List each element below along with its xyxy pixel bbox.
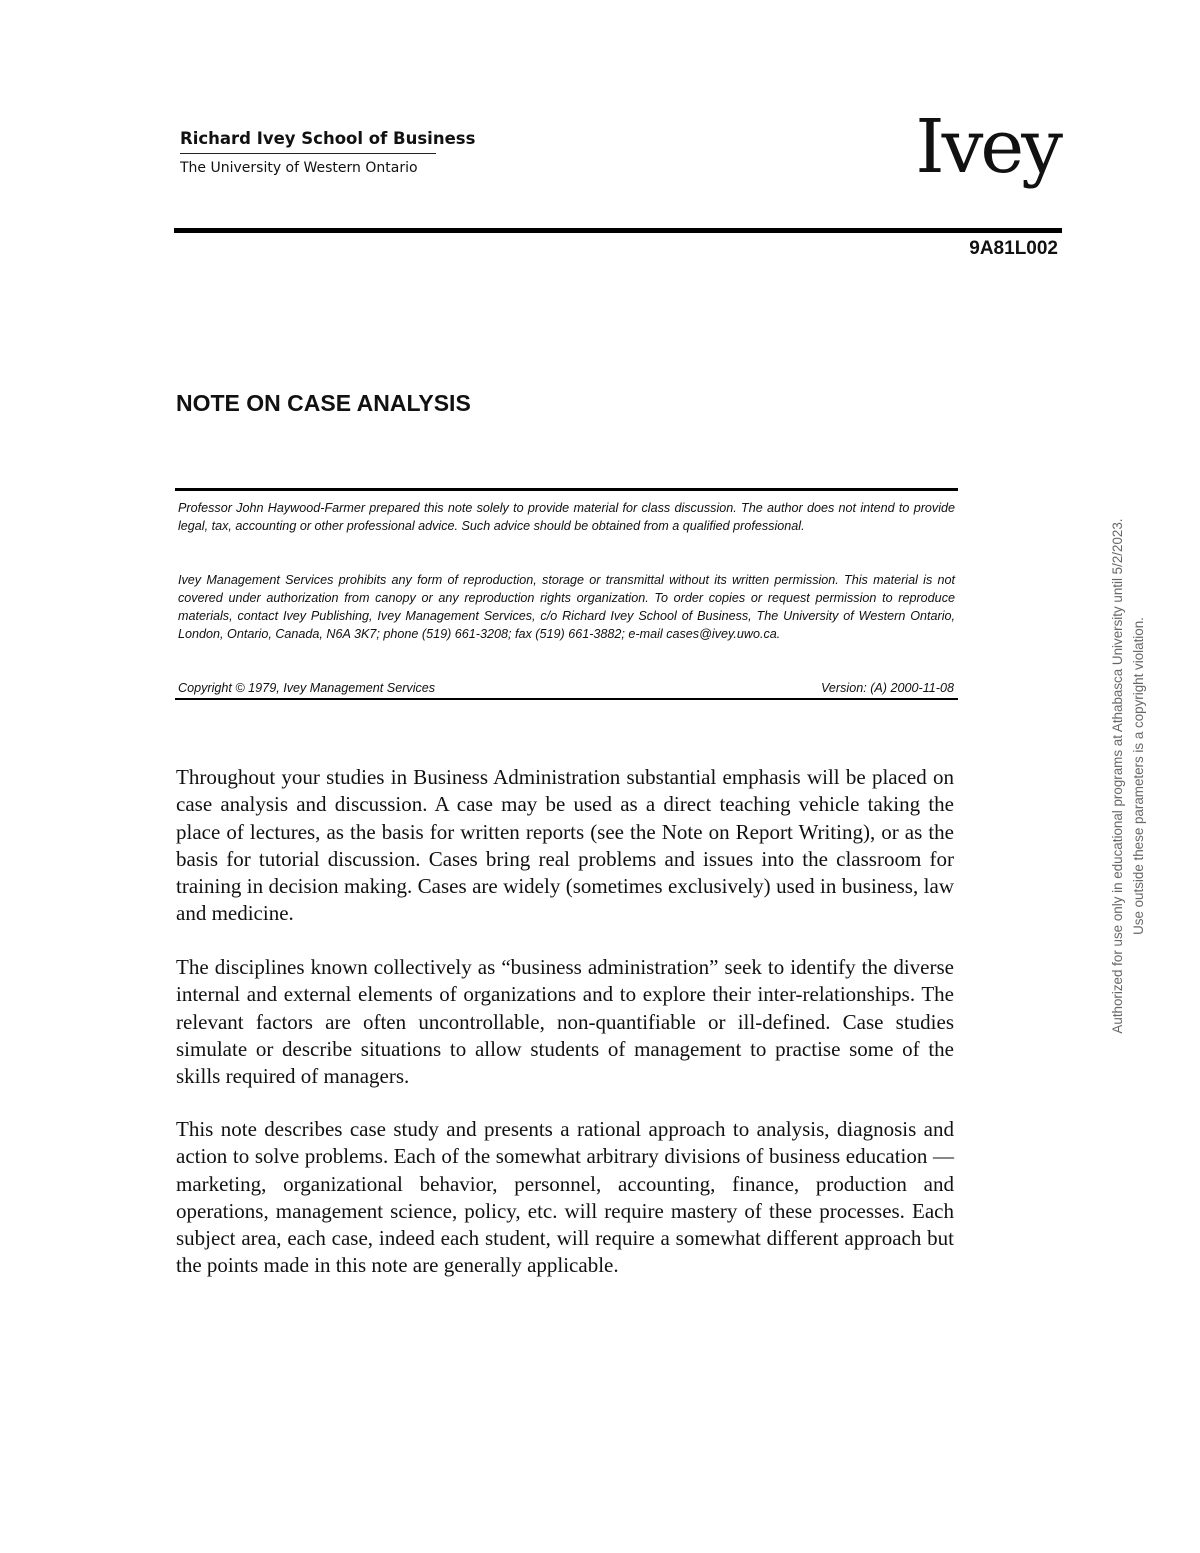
document-title: NOTE ON CASE ANALYSIS bbox=[176, 390, 471, 416]
body-paragraph: This note describes case study and presents a rational approach to analysis, diagnosis and action to solve problems. Each of the somewhat arbitrary divisions of business education — marketing, organizational behavior, personnel, accounting, finance, production and operations, management science, policy, etc. will require mastery of these processes. Each subject area, each case, indeed each student, will require a somewhat different approach but the points made in this note are generally applicable. bbox=[176, 1117, 954, 1278]
body-paragraph: The disciplines known collectively as “business administration” seek to identify the diverse internal and external elements of organizations and to explore their inter-relationships. The relevant factors are often uncontrollable, non-quantifiable or ill-defined. Case studies simulate or describe situations to allow students of management to practise some of the skills required of managers. bbox=[176, 955, 954, 1089]
header-divider bbox=[174, 228, 1062, 233]
body-paragraph: Throughout your studies in Business Administration substantial emphasis will be placed on case analysis and discussion. A case may be used as a direct teaching vehicle taking the place of lectures, as the basis for written reports (see the Note on Report Writing), or as the basis for tutorial discussion. Cases bring real problems and issues into the classroom for training in decision making. Cases are widely (sometimes exclusively) used in business, law and medicine. bbox=[176, 765, 954, 926]
watermark-line-2: Use outside these parameters is a copyright violation. bbox=[1131, 617, 1146, 935]
watermark-line-1: Authorized for use only in educational programs at Athabasca University until 5/2/2023. bbox=[1110, 518, 1125, 1034]
info-box-bottom-rule bbox=[175, 698, 958, 700]
ivey-logo: Ivey bbox=[915, 104, 1060, 190]
copyright-notice: Copyright © 1979, Ivey Management Services bbox=[178, 681, 436, 695]
case-number: 9A81L002 bbox=[969, 238, 1058, 259]
license-watermark bbox=[1107, 466, 1167, 1086]
version-label: Version: (A) 2000-11-08 bbox=[820, 681, 954, 695]
school-name: Richard Ivey School of Business bbox=[180, 129, 476, 148]
school-name-underline bbox=[180, 153, 436, 154]
info-box-top-rule bbox=[175, 488, 958, 491]
author-disclaimer: Professor John Haywood-Farmer prepared this note solely to provide material for class discussion. The author does not intend to provide legal, tax, accounting or other professional advice. Such advice should be obtained from a qualified professional. bbox=[178, 501, 955, 533]
university-name: The University of Western Ontario bbox=[180, 160, 418, 176]
reproduction-notice: Ivey Management Services prohibits any form of reproduction, storage or transmittal without its written permission. This material is not covered under authorization from canopy or any reproduction rights organization. To order copies or request permission to reproduce materials, contact Ivey Publishing, Ivey Management Services, c/o Richard Ivey School of Business, The University of Western Ontario, London, Ontario, Canada, N6A 3K7; phone (519) 661-3208; fax (519) 661-3882; e-mail cases@ivey.uwo.ca. bbox=[178, 573, 955, 641]
